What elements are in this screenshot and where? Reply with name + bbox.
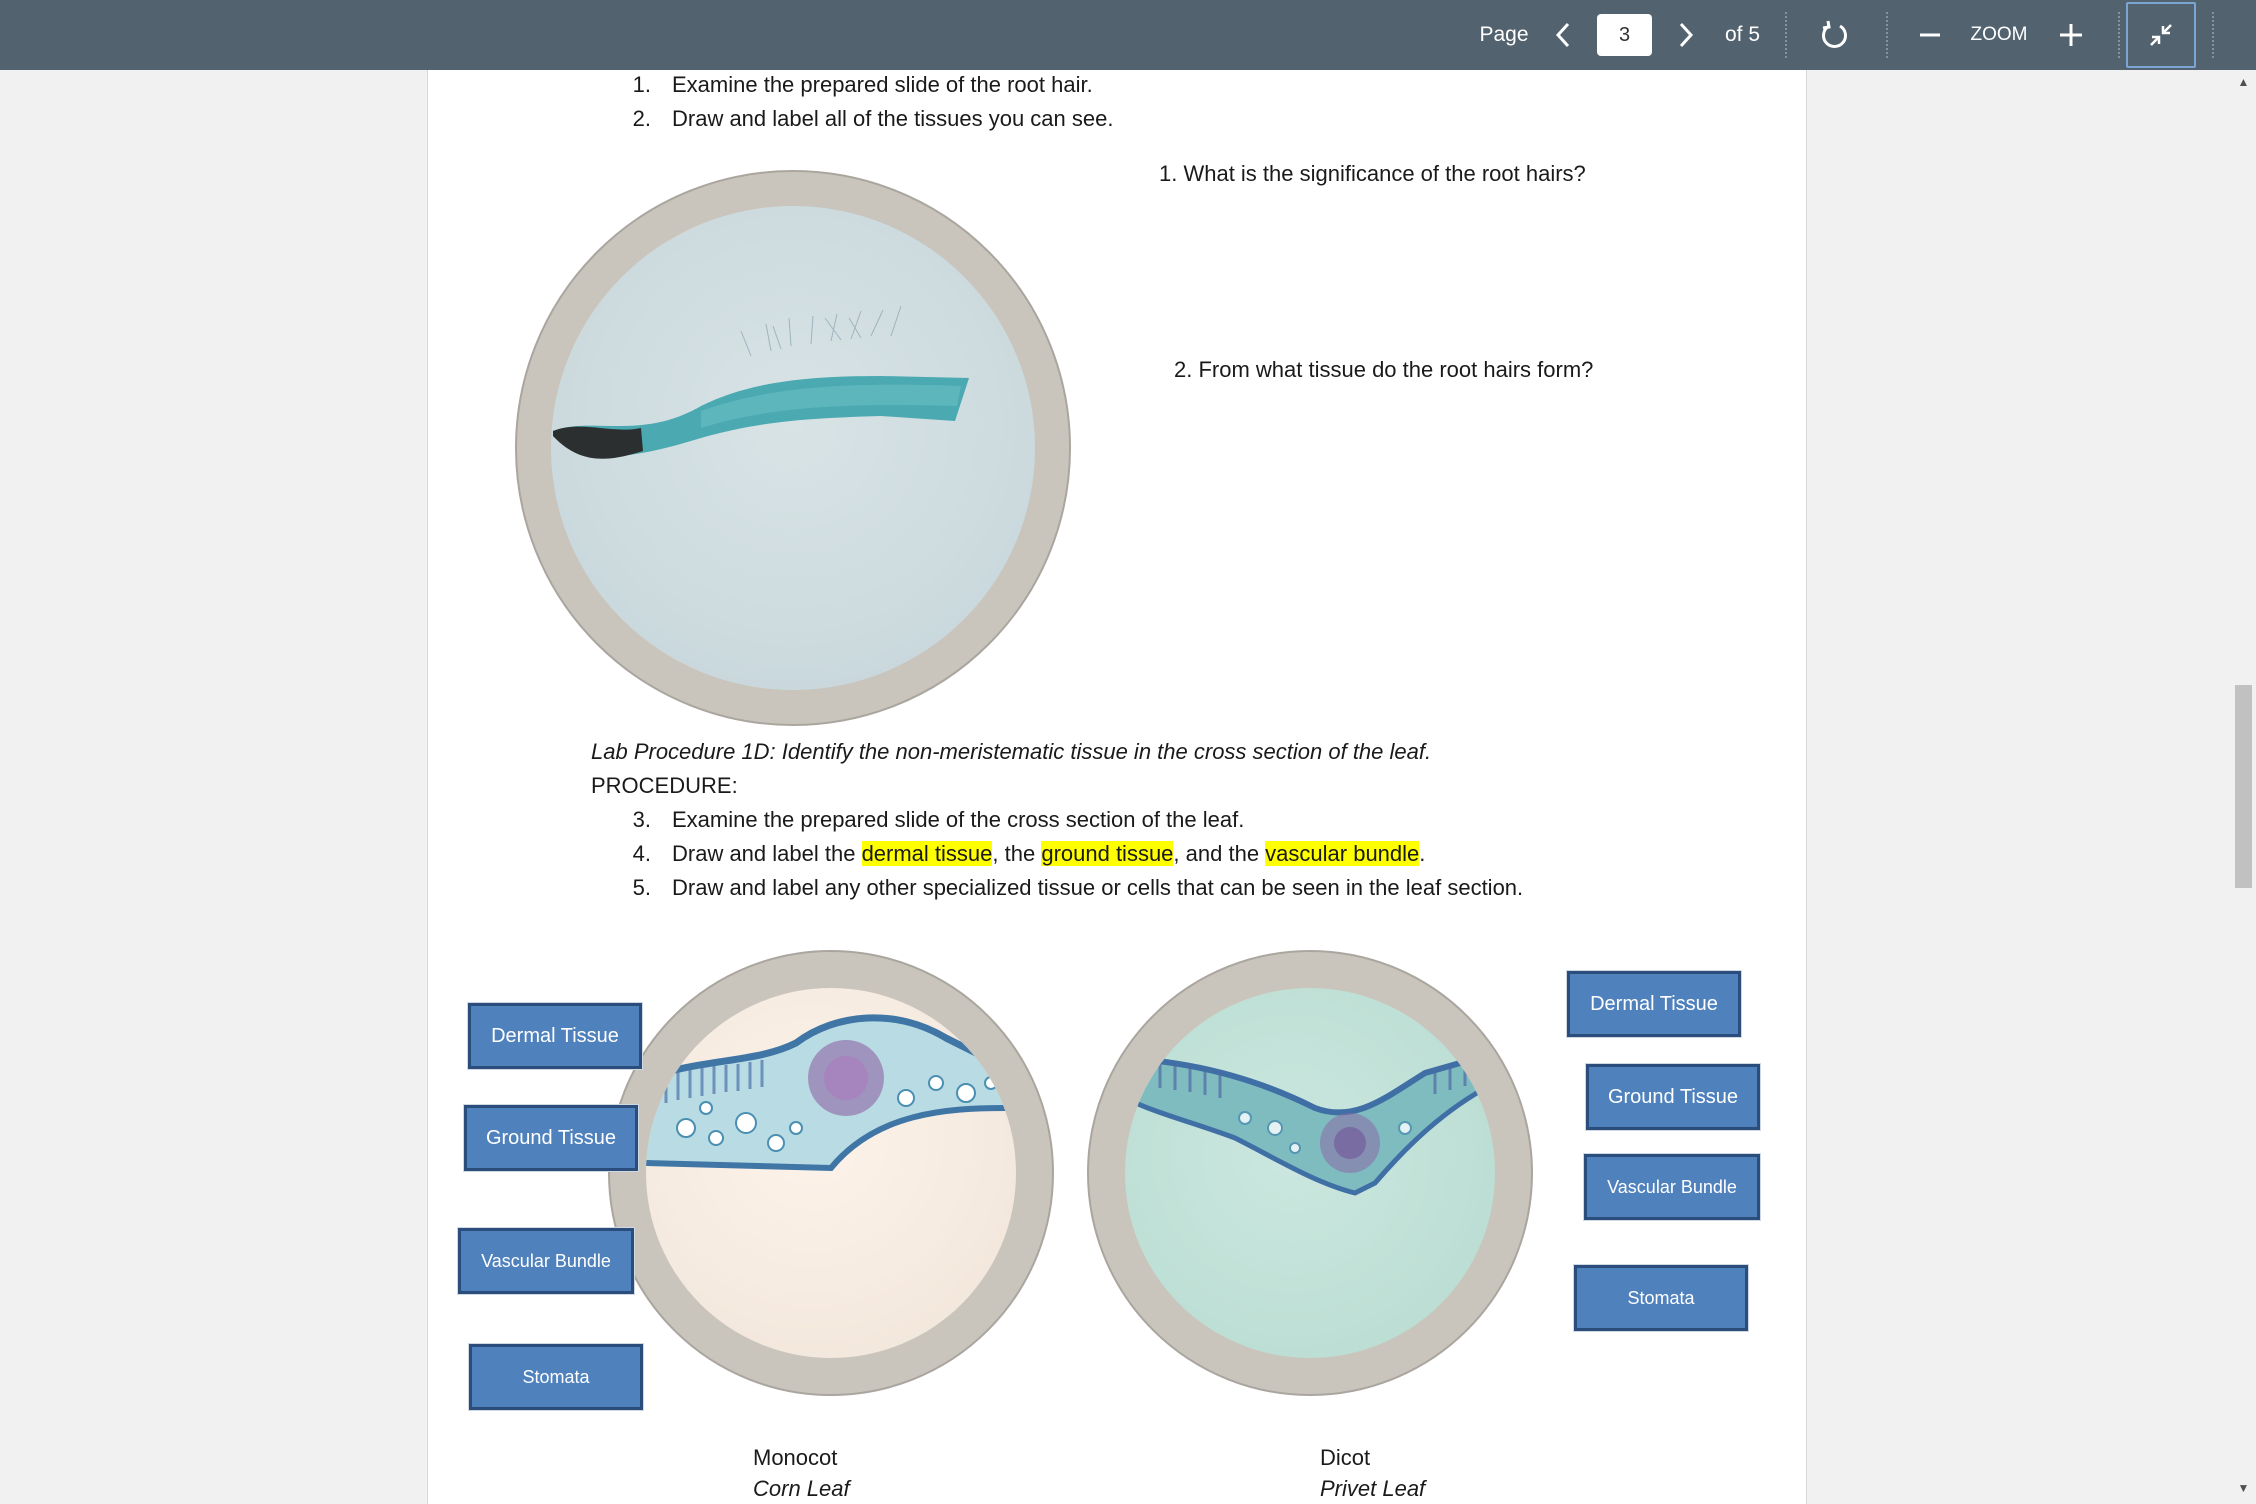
label-dermal-tissue-right[interactable]: Dermal Tissue <box>1567 971 1741 1037</box>
plus-icon <box>2059 23 2083 47</box>
monocot-caption: Monocot <box>753 1445 838 1470</box>
list-item: Draw and label all of the tissues you can see. <box>672 106 1114 131</box>
list-number: 1. <box>632 72 651 97</box>
list-number: 2. <box>632 106 651 131</box>
toolbar-divider <box>1785 12 1787 58</box>
highlight-dermal-tissue: dermal tissue <box>861 841 993 866</box>
vertical-scrollbar[interactable] <box>2231 70 2256 1504</box>
corn-leaf-image <box>646 988 1016 1358</box>
question-2: 2. From what tissue do the root hairs form? <box>1174 357 1594 382</box>
list-number: 3. <box>632 807 651 832</box>
toolbar-divider <box>2118 12 2120 58</box>
page-number-input[interactable]: 3 <box>1597 14 1652 56</box>
viewer-toolbar <box>0 0 2256 70</box>
scrollbar-thumb[interactable] <box>2235 685 2252 888</box>
dicot-caption: Dicot <box>1320 1445 1371 1470</box>
step-text: , and the <box>1173 841 1266 866</box>
procedure-title: Lab Procedure 1D: Identify the non-meristematic tissue in the cross section of the leaf. <box>591 739 1432 764</box>
chevron-left-icon <box>1554 21 1572 49</box>
zoom-out-button[interactable] <box>1912 0 1948 70</box>
label-stomata-right[interactable]: Stomata <box>1574 1265 1748 1331</box>
list-number: 5. <box>632 875 651 900</box>
label-ground-tissue-right[interactable]: Ground Tissue <box>1586 1064 1760 1130</box>
dicot-micrograph <box>1087 950 1533 1396</box>
toolbar-divider <box>2212 12 2214 58</box>
rotate-icon <box>1820 20 1850 50</box>
zoom-in-button[interactable] <box>2051 0 2091 70</box>
scroll-down-arrow-icon[interactable]: ▼ <box>2237 1481 2250 1495</box>
procedure-label: PROCEDURE: <box>591 773 738 798</box>
rotate-button[interactable] <box>1815 0 1855 70</box>
page-label: Page <box>1479 23 1529 46</box>
label-stomata-left[interactable]: Stomata <box>469 1344 643 1410</box>
monocot-micrograph <box>608 950 1054 1396</box>
monocot-subcaption: Corn Leaf <box>753 1476 850 1501</box>
dicot-subcaption: Privet Leaf <box>1320 1476 1426 1501</box>
label-vascular-bundle-left[interactable]: Vascular Bundle <box>458 1228 634 1294</box>
chevron-right-icon <box>1677 21 1695 49</box>
step-text: , the <box>992 841 1042 866</box>
label-ground-tissue-left[interactable]: Ground Tissue <box>464 1105 638 1171</box>
list-item: Examine the prepared slide of the root hair. <box>672 72 1093 97</box>
list-item: Draw and label any other specialized tissue or cells that can be seen in the leaf section. <box>672 875 1524 900</box>
question-1: 1. What is the significance of the root hairs? <box>1159 161 1586 186</box>
document-page <box>427 70 1807 1504</box>
collapse-icon <box>2147 21 2175 49</box>
root-hair-image <box>551 206 1035 690</box>
toolbar-divider <box>1886 12 1888 58</box>
privet-leaf-image <box>1125 988 1495 1358</box>
page-count: of 5 <box>1724 23 1761 46</box>
list-number: 4. <box>632 841 651 866</box>
step-text: Draw and label the <box>672 841 862 866</box>
highlight-ground-tissue: ground tissue <box>1041 841 1174 866</box>
zoom-label: ZOOM <box>1970 24 2028 45</box>
minus-icon <box>1919 24 1941 46</box>
list-item <box>672 839 1425 869</box>
exit-fullscreen-button[interactable] <box>2126 2 2196 68</box>
next-page-button[interactable] <box>1668 0 1704 70</box>
scroll-up-arrow-icon[interactable]: ▲ <box>2237 75 2250 89</box>
label-dermal-tissue-left[interactable]: Dermal Tissue <box>468 1003 642 1069</box>
root-hair-micrograph <box>515 170 1071 726</box>
highlight-vascular-bundle: vascular bundle <box>1265 841 1420 866</box>
previous-page-button[interactable] <box>1545 0 1581 70</box>
step-text: . <box>1419 841 1426 866</box>
label-vascular-bundle-right[interactable]: Vascular Bundle <box>1584 1154 1760 1220</box>
list-item: Examine the prepared slide of the cross section of the leaf. <box>672 807 1245 832</box>
